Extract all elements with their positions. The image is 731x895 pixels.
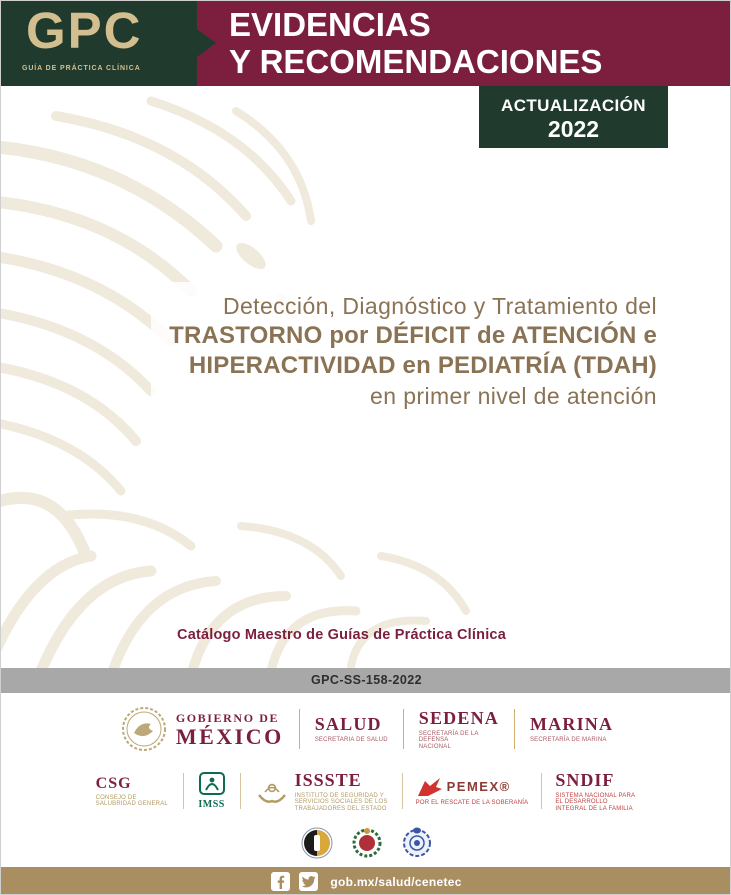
divider — [541, 773, 542, 809]
marina-subtitle: SECRETARÍA DE MARINA — [529, 737, 607, 744]
marina-name: MARINA — [529, 714, 614, 735]
imss-logo — [197, 772, 227, 810]
divider — [183, 773, 184, 809]
salud-name: SALUD — [314, 714, 382, 735]
update-badge-label: ACTUALIZACIÓN — [501, 96, 646, 115]
title-line4: en primer nivel de atención — [370, 383, 657, 409]
title-line2: TRASTORNO por DÉFICIT de ATENCIÓN e — [169, 322, 657, 349]
sedena-subtitle: SECRETARÍA DE LA DEFENSA NACIONAL — [418, 730, 479, 750]
banner-title — [229, 6, 602, 80]
sedena-name: SEDENA — [418, 707, 499, 728]
title-line3: HIPERACTIVIDAD en PEDIATRÍA (TDAH) — [188, 352, 657, 379]
divider — [403, 709, 404, 749]
salud-logo — [315, 714, 388, 744]
academy-seals-row — [1, 825, 731, 861]
issste-name: ISSSTE — [294, 769, 362, 790]
round-seal-black-gold-icon — [301, 827, 333, 859]
imss-name: IMSS — [198, 799, 225, 810]
issste-subtitle: INSTITUTO DE SEGURIDAD Y SERVICIOS SOCIALES DE LOS TRABAJADORES DEL ESTADO — [294, 792, 388, 812]
issste-logo — [254, 770, 389, 813]
update-badge-year: 2022 — [547, 116, 600, 142]
issste-hands-icon — [254, 776, 290, 806]
institution-logos-row1 — [1, 700, 731, 758]
title-line1: Detección, Diagnóstico y Tratamiento del — [222, 293, 657, 319]
code-band: GPC-SS-158-2022 — [1, 668, 731, 693]
csg-subtitle: CONSEJO DE SALUBRIDAD GENERAL — [95, 794, 168, 807]
twitter-icon[interactable] — [299, 872, 318, 891]
divider — [402, 773, 403, 809]
salud-subtitle: SECRETARIA DE SALUD — [314, 737, 388, 744]
divider — [514, 709, 515, 749]
round-seal-green-red-icon — [351, 827, 383, 859]
footer-url[interactable]: gob.mx/salud/cenetec — [330, 874, 462, 889]
csg-logo — [96, 775, 170, 808]
sndif-logo — [555, 770, 637, 813]
gpc-logo-subtitle: GUÍA DE PRÁCTICA CLÍNICA — [22, 65, 141, 72]
banner-line1: EVIDENCIAS — [229, 6, 431, 43]
mexico-eagle-seal-icon — [120, 705, 168, 753]
divider — [299, 709, 300, 749]
document-title — [151, 282, 671, 421]
footer-bar — [1, 867, 731, 895]
csg-name: CSG — [95, 774, 132, 792]
marina-logo — [530, 714, 613, 744]
imss-emblem-icon — [197, 772, 227, 798]
pemex-subtitle: POR EL RESCATE DE LA SOBERANÍA — [415, 799, 529, 806]
institution-logos-row2 — [1, 763, 731, 819]
update-badge — [479, 86, 668, 148]
banner-line2: Y RECOMENDACIONES — [229, 43, 603, 80]
pemex-eagle-icon — [416, 776, 442, 798]
gpc-chevron-icon — [197, 29, 216, 57]
gobierno-line1: GOBIERNO DE — [175, 710, 280, 725]
pemex-name: PEMEX® — [446, 779, 511, 795]
sndif-subtitle: SISTEMA NACIONAL PARA EL DESARROLLO INTEGRAL DE LA FAMILIA — [555, 792, 635, 812]
sedena-logo — [419, 708, 499, 751]
round-seal-blue-icon — [401, 827, 433, 859]
gobierno-line2: MÉXICO — [175, 723, 284, 749]
sndif-name: SNDIF — [555, 769, 615, 790]
facebook-icon[interactable] — [271, 872, 290, 891]
gpc-logo-acronym: GPC — [26, 2, 143, 59]
gobierno-de-mexico-logo — [120, 705, 284, 753]
pemex-logo — [416, 776, 529, 807]
gpc-logo — [1, 1, 197, 86]
divider — [240, 773, 241, 809]
catalog-label: Catálogo Maestro de Guías de Práctica Clínica — [177, 627, 506, 643]
